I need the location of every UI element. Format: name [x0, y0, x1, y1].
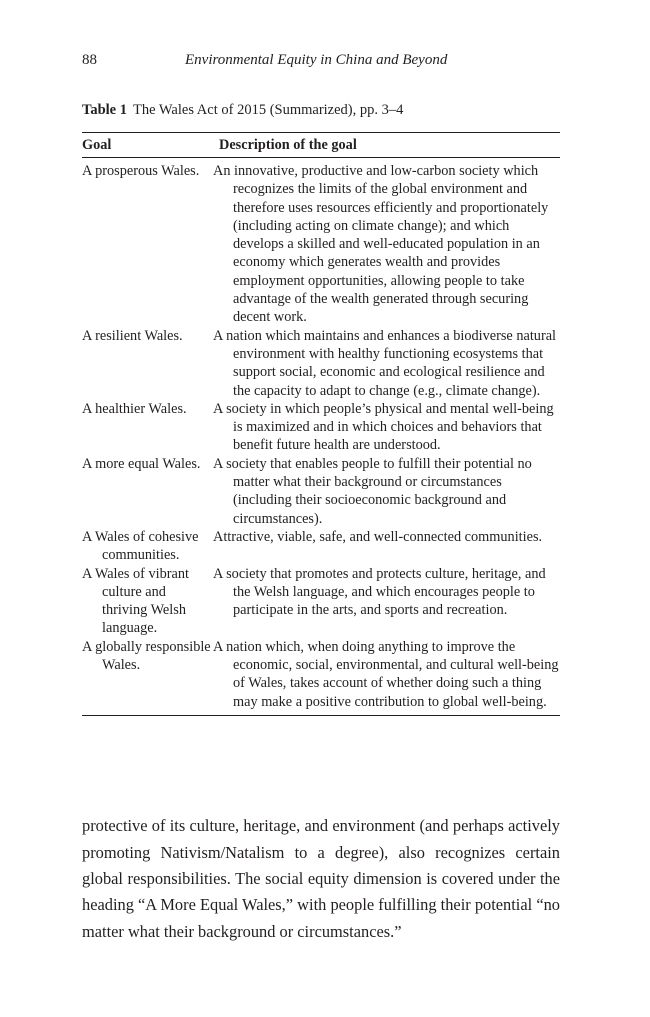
- description-cell: An innovative, productive and low-carbon society which recognizes the limits of the global environment and therefore uses resources efficiently and proportionately (including acting on climate change); and which develops a skilled and well-educated population in an economy which generates wealth and provides employment opportunities, allowing people to take advantage of the wealth generated through securing decent work.: [213, 163, 549, 326]
- table-row: [82, 400, 560, 455]
- table-row: [82, 638, 560, 711]
- table-header-row: [82, 133, 560, 157]
- description-cell: A society that promotes and protects culture, heritage, and the Welsh language, and which encourages people to participate in the arts, and sports and recreation.: [213, 565, 546, 619]
- table-caption-text: The Wales Act of 2015 (Summarized), pp. 3–4: [133, 102, 404, 118]
- goal-cell: A Wales of cohesive communities.: [82, 528, 199, 564]
- goal-cell: A Wales of vibrant culture and thriving Welsh language.: [82, 565, 189, 637]
- table-body: [82, 158, 560, 715]
- column-header-description: Description of the goal: [219, 136, 357, 153]
- description-cell: Attractive, viable, safe, and well-connected communities.: [213, 528, 543, 545]
- description-cell: A society that enables people to fulfill their potential no matter what their background or circumstances (including their socioeconomic background and circumstances).: [213, 455, 532, 527]
- goal-cell: A healthier Wales.: [82, 400, 187, 417]
- table-row: [82, 528, 560, 565]
- goal-cell: A resilient Wales.: [82, 327, 183, 344]
- body-paragraph: protective of its culture, heritage, and environment (and perhaps actively promoting Nativism/Natalism to a degree), also recognizes certain global responsibilities. The social equity dimension is covered under the heading “A More Equal Wales,” with people fulfilling their potential “no matter what their background or circumstances.”: [82, 816, 560, 941]
- goal-cell: A prosperous Wales.: [82, 163, 200, 179]
- goals-table: [82, 132, 560, 716]
- table-row: [82, 565, 560, 638]
- description-cell: A nation which maintains and enhances a biodiverse natural environment with healthy functioning ecosystems that support social, economic and ecological resilience and the capacity to adapt to change (e.g., climate change).: [213, 327, 557, 399]
- goal-cell: A globally responsible Wales.: [82, 638, 211, 674]
- table-caption: [82, 102, 403, 119]
- page-header: [82, 52, 560, 74]
- table-row: [82, 455, 560, 528]
- description-cell: A society in which people’s physical and mental well-being is maximized and in which choices and behaviors that benefit future health are understood.: [213, 400, 554, 454]
- table-row: [82, 327, 560, 400]
- column-header-goal: Goal: [82, 136, 112, 153]
- goal-cell: A more equal Wales.: [82, 455, 201, 472]
- table-bottom-rule: [82, 715, 560, 716]
- page-number: 88: [82, 52, 97, 68]
- table-caption-label: Table 1: [82, 102, 127, 118]
- table-row: [82, 162, 560, 327]
- description-cell: A nation which, when doing anything to improve the economic, social, environmental, and cultural well-being of Wales, takes account of whether doing such a thing may make a positive contribution to global well-being.: [213, 638, 559, 710]
- running-title: Environmental Equity in China and Beyond: [185, 52, 448, 68]
